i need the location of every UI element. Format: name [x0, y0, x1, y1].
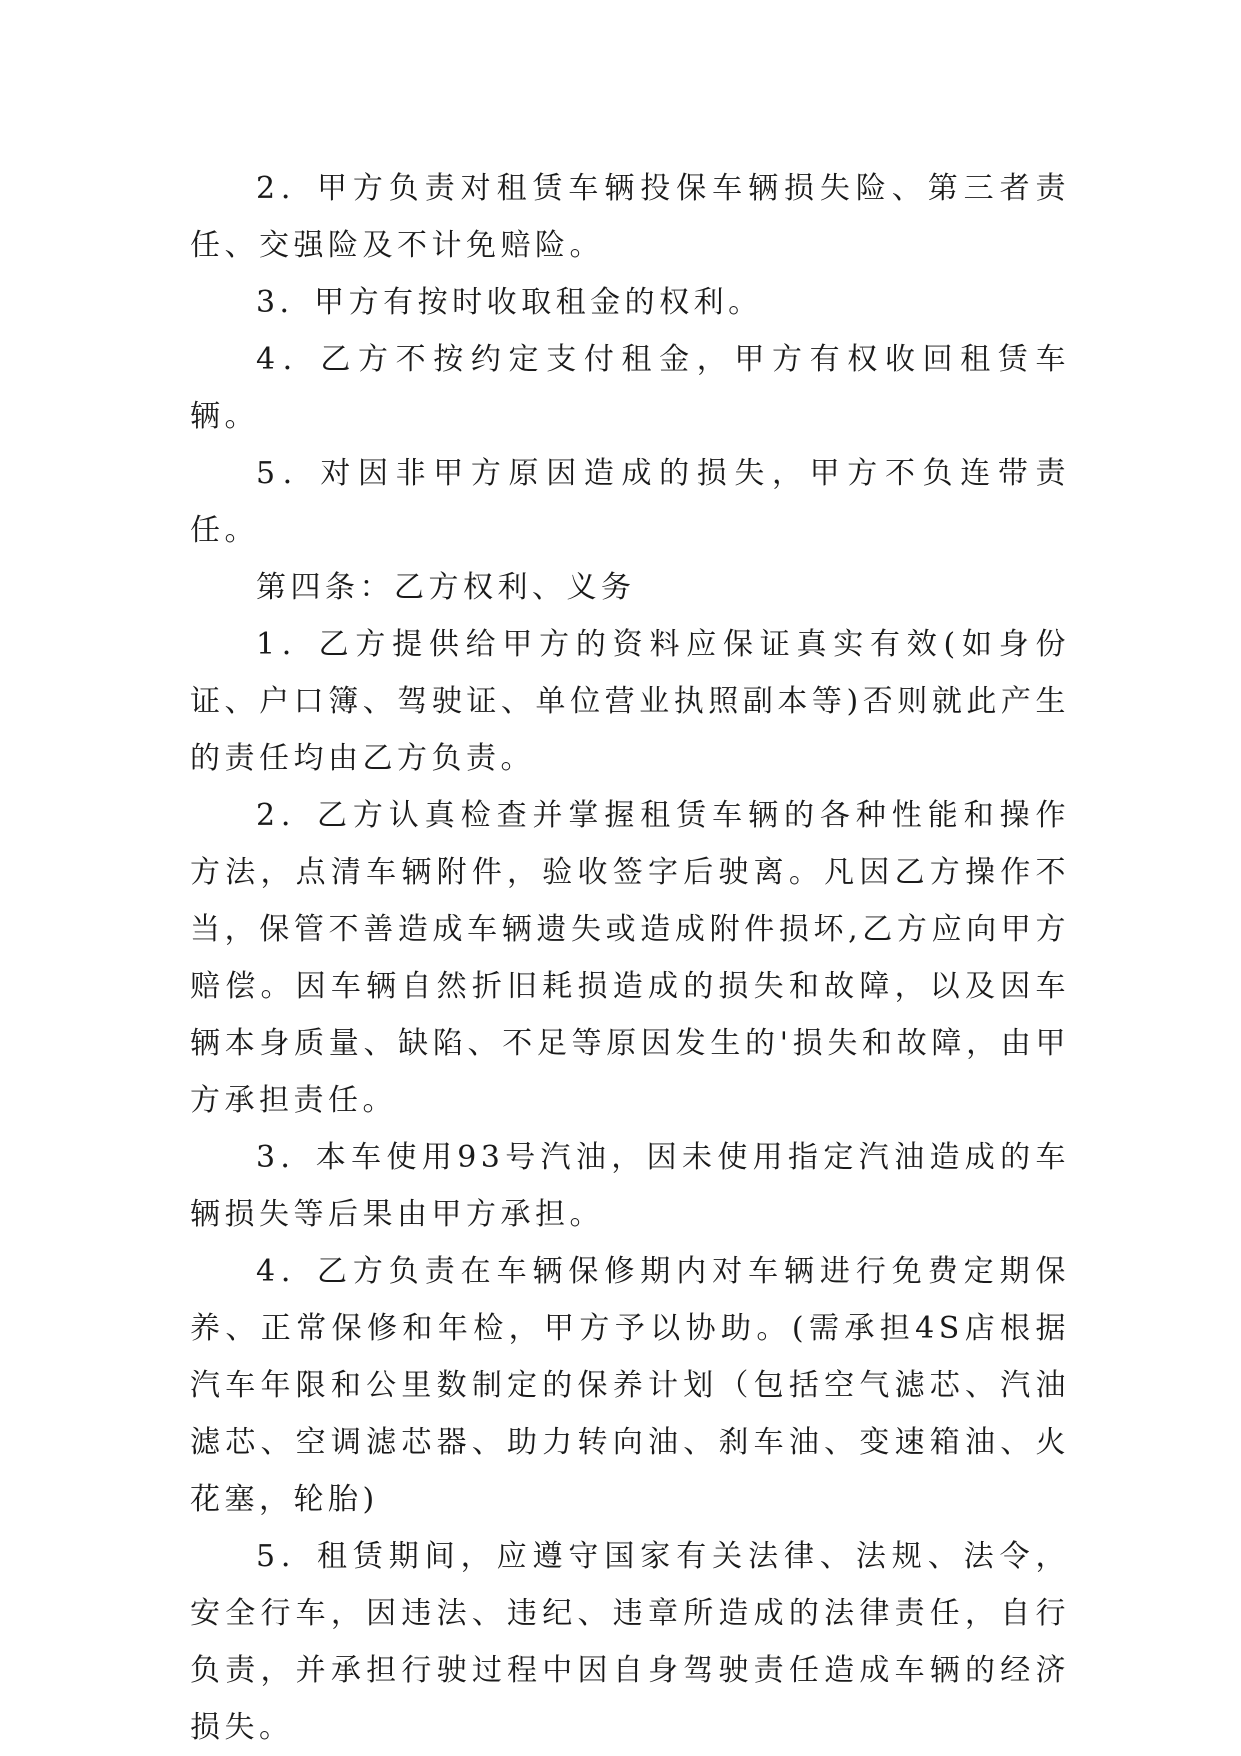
document-body	[190, 160, 1070, 1756]
clause-4-item-2: 2．乙方认真检查并掌握租赁车辆的各种性能和操作方法，点清车辆附件，验收签字后驶离。凡因乙方操作不当，保管不善造成车辆遗失或造成附件损坏,乙方应向甲方赔偿。因车辆自然折旧耗损造成的损失和故障，以及因车辆本身质量、缺陷、不足等原因发生的'损失和故障，由甲方承担责任。	[190, 798, 1070, 1118]
clause-4-item-3: 3．本车使用93号汽油，因未使用指定汽油造成的车辆损失等后果由甲方承担。	[190, 1140, 1070, 1232]
clause-4-item-5: 5．租赁期间，应遵守国家有关法律、法规、法令，安全行车，因违法、违纪、违章所造成的法律责任，自行负责，并承担行驶过程中因自身驾驶责任造成车辆的经济损失。	[190, 1539, 1070, 1745]
clause-3-item-3: 3．甲方有按时收取租金的权利。	[256, 285, 763, 320]
clause-4-heading: 第四条：乙方权利、义务	[256, 570, 636, 605]
clause-3-item-2: 2．甲方负责对租赁车辆投保车辆损失险、第三者责任、交强险及不计免赔险。	[190, 171, 1070, 263]
clause-3-item-4: 4．乙方不按约定支付租金，甲方有权收回租赁车辆。	[190, 342, 1070, 434]
clause-4-item-1: 1．乙方提供给甲方的资料应保证真实有效(如身份证、户口簿、驾驶证、单位营业执照副本等)否则就此产生的责任均由乙方负责。	[190, 627, 1070, 776]
clause-4-item-4: 4．乙方负责在车辆保修期内对车辆进行免费定期保养、正常保修和年检，甲方予以协助。(需承担4S店根据汽车年限和公里数制定的保养计划（包括空气滤芯、汽油滤芯、空调滤芯器、助力转向油、刹车油、变速箱油、火花塞，轮胎)	[190, 1254, 1070, 1517]
clause-3-item-5: 5．对因非甲方原因造成的损失，甲方不负连带责任。	[190, 456, 1070, 548]
